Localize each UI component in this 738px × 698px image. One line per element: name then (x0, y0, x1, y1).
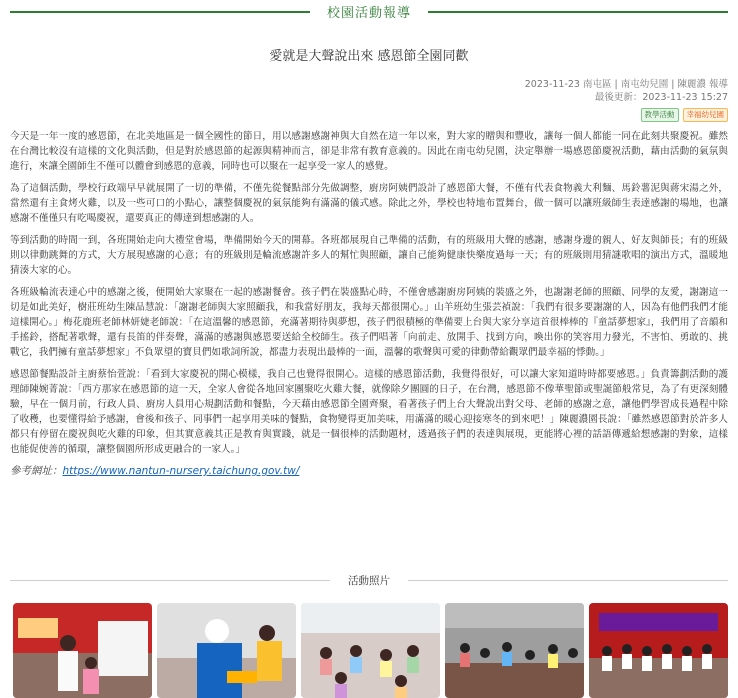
reference (10, 464, 728, 479)
photo-2[interactable] (157, 603, 296, 698)
tag-teaching[interactable]: 教學活動 (641, 108, 679, 122)
article-title: 愛就是大聲說出來 感恩節全園同歡 (269, 49, 469, 64)
photo-2-image (157, 603, 296, 698)
header-divider-left (10, 11, 310, 13)
article-meta (525, 78, 728, 104)
tag-happy[interactable]: 幸福幼兒園 (683, 108, 729, 122)
paragraph-3: 等到活動的時間一到，各班開始走向大禮堂會場，準備開始今天的開幕。各班都展現自己準備的活動，有的班級用大聲的感謝，感謝身邊的親人、好友與師長；有的班級則以律動跳舞的方式，大方展現感謝的心意；有的班級則是輪流感謝許多人的幫忙與照顧，讓自己能夠健康快樂度過每一天；有的班級則用猜謎歌唱的演出方式，溫暖地猜湊大家的心。 (10, 235, 728, 276)
header-divider-right (428, 11, 728, 13)
article-content (10, 129, 728, 486)
section-title: 校園活動報導 (326, 6, 411, 21)
paragraph-4: 各班級輪流表達心中的感謝之後，便開始大家聚在一起的感謝餐會。孩子們在裝盛點心時，不僅會感謝廚房阿姨的裝盛之外，也謝謝老師的照顧、同學的友愛，謝謝這一切是如此美好，樹莊班幼生陳品慧說：「謝謝老師與大家照顧我，和我當好朋友，我每天都很開心。」山羊班幼生張芸禎說：「我們有很多要謝謝的人，因為有他們我們才能這樣開心。」梅花鹿班老師林妍婕老師說：「在這溫馨的感恩節，充滿著期待與夢想，孩子們很積極的準備要上台與大家分享這首很棒棒的『童話夢想家』，我們用了音韻和手搖鈴，搭配著歌聲，還有長笛的伴奏聲，滿滿的感謝與感恩要送給全校師生。孩子們唱著「向前走、放開手、找到方向，喚出你的笑容用力發光，不害怕、勇敢的、挑戰它，我們擁有童話夢想家」不負眾望的寶貝們如歌詞所說，都盡力表現出最棒的一面，溫馨的歌聲與可愛的律動帶給觀眾們最幸福的悸動。」 (10, 287, 728, 358)
photo-gallery (13, 603, 728, 698)
reference-link[interactable]: https://www.nantun-nursery.taichung.gov.tw/ (62, 465, 300, 477)
paragraph-1: 今天是一年一度的感恩節，在北美地區是一個全國性的節日，用以感謝感謝神與大自然在這一年以來，對大家的贈與和豐收，讓每一個人都能一同在此刻共聚慶祝。雖然在台灣比較沒有這樣的文化與活動，但是對於感恩節的起源與精神而言，卻是非常有教育意義的。因此在南屯幼兒園，決定舉辦一場感恩節慶祝活動，藉由活動的氣氛與進行，來讓全園師生不僅可以體會到感恩的意義，同時也可以聚在一起享受一家人的感覺。 (10, 131, 728, 172)
photo-4-image (445, 603, 584, 698)
photo-1[interactable] (13, 603, 152, 698)
photo-5-image (589, 603, 728, 698)
section-header (0, 0, 738, 24)
photo-section-header (0, 572, 738, 590)
photo-1-image (13, 603, 152, 698)
photo-divider-left (10, 580, 330, 581)
reference-label: 參考網址： (10, 465, 63, 477)
paragraph-5: 感恩節餐點設計主廚蔡怡萱說：「看到大家慶祝的開心模樣，我自己也覺得很開心。這樣的感恩節活動，我覺得很好，可以讓大家知道時時都要感恩。」負責籌劃活動的護理師陳婉菁說：「西方那家在感恩節的這一天，全家人會從各地回家團聚吃火雞大餐，就像除夕團圓的日子，在台灣，感恩節不像華聖節或聖誕節般常見，為了有更深刻體驗，早在一個月前，行政人員、廚房人員用心規劃活動和餐點，今天藉由感恩節全園齊聚，看著孩子們上台大聲說出對父母、老師的感謝之意，讓他們學習成長過程中除了收穫，也要懂得給予感謝，會後和孩子、同事們一起享用美味的餐點，食物變得更加美味，用滿滿的暖心迎接寒冬的到來吧！」陳麗濃園長說：「雖然感恩節對於許多人都只有停留在慶祝與吃火雞的印象，但其實意義其正是教育與實踐，就是一個很棒的活動題材，透過孩子們的表達與展現，更能將心裡的話語傳遞給想感謝的對象，這樣也能促使善的循環，讓整個園所形成更融合的一家人。」 (10, 369, 728, 455)
photo-3-image (301, 603, 440, 698)
photo-5[interactable] (589, 603, 728, 698)
photo-divider-right (408, 580, 728, 581)
paragraph-2: 為了這個活動，學校行政端早早就展開了一切的準備，不僅先從餐點部分先做調整，廚房阿姨們設計了感恩節大餐，不僅有代表食物義大利麵、馬鈴薯泥與蔣宋湯之外，當然還有主食烤火雞，以及一些可口的小點心，讓整個慶祝的氣氛能夠有滿滿的儀式感。除此之外，學校也特地布置舞台，做一個可以讓班級師生表達感謝的場地，也讓感謝不僅僅只有吃喝慶祝，還要真正的傳達到想感謝的人。 (10, 183, 728, 224)
photo-section-title: 活動照片 (348, 575, 390, 587)
photo-4[interactable] (445, 603, 584, 698)
photo-3[interactable] (301, 603, 440, 698)
tag-list (641, 108, 729, 122)
meta-line: 2023-11-23 南屯區 | 南屯幼兒園 | 陳麗濃 報導 (524, 79, 728, 90)
meta-updated: 最後更新：2023-11-23 15:27 (594, 92, 728, 103)
